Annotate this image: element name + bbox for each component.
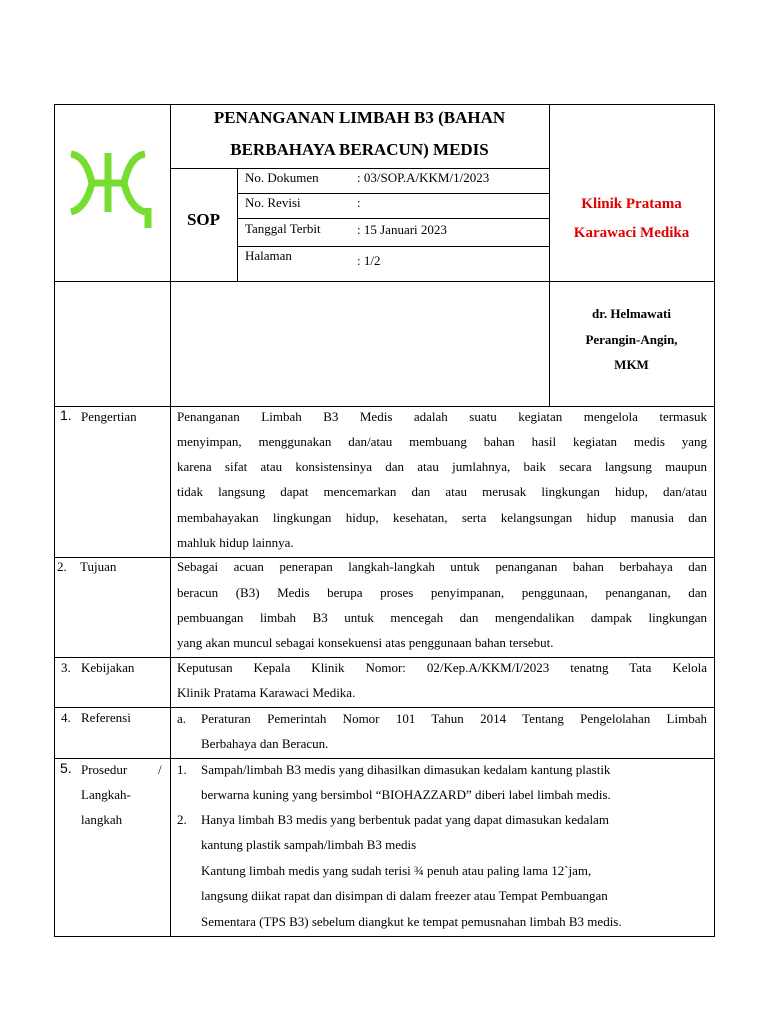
issue-date-label: Tanggal Terbit bbox=[245, 221, 321, 236]
paragraph-line: Penanganan Limbah B3 Medis adalah suatu kegiatan mengelola termasuk bbox=[177, 409, 707, 424]
paragraph-line: Peraturan Pemerintah Nomor 101 Tahun 2014 Tentang Pengelolahan Limbah bbox=[201, 711, 707, 726]
signatory-name-line1: dr. Helmawati bbox=[592, 306, 671, 321]
step-line: Sementara (TPS B3) sebelum diangkut ke tempat pemusnahan limbah B3 medis. bbox=[201, 914, 622, 929]
revision-value: : bbox=[357, 195, 361, 210]
paragraph-line: Keputusan Kepala Klinik Nomor: 02/Kep.A/KKM/I/2023 tenatng Tata Kelola bbox=[177, 660, 707, 675]
paragraph-line: yang akan muncul sebagai konsekuensi atas penggunaan bahan tersebut. bbox=[177, 635, 554, 650]
page-value: : 1/2 bbox=[357, 253, 381, 268]
signatory-title: MKM bbox=[614, 357, 649, 372]
issue-date-value: : 15 Januari 2023 bbox=[357, 222, 447, 237]
step-line: kantung plastik sampah/limbah B3 medis bbox=[201, 837, 417, 852]
section-number: 1. bbox=[60, 407, 72, 423]
step-line: berwarna kuning yang bersimbol “BIOHAZZARD” diberi label limbah medis. bbox=[201, 787, 611, 802]
paragraph-line: beracun (B3) Medis berupa proses penyimpanan, penggunaan, penanganan, dan bbox=[177, 585, 707, 600]
paragraph-line: membahayakan lingkungan hidup, kesehatan, serta kelangsungan hidup manusia dan bbox=[177, 510, 707, 525]
step-line: Hanya limbah B3 medis yang berbentuk padat yang dapat dimasukan kedalam bbox=[201, 812, 609, 827]
label-slash: / bbox=[158, 762, 162, 777]
paragraph-line: menyimpan, menggunakan dan/atau membuang bahan hasil kegiatan medis yang bbox=[177, 434, 707, 449]
section-label: Kebijakan bbox=[81, 660, 135, 675]
paragraph-line: mahluk hidup lainnya. bbox=[177, 535, 294, 550]
section-label: Tujuan bbox=[80, 559, 117, 574]
section-label: Langkah- bbox=[81, 787, 131, 802]
page-label: Halaman bbox=[245, 248, 292, 263]
document-title-line1: PENANGANAN LIMBAH B3 (BAHAN bbox=[213, 108, 506, 127]
section-label: Pengertian bbox=[81, 409, 137, 424]
signatory-name-line2: Perangin-Angin, bbox=[585, 332, 678, 347]
paragraph-line: Klinik Pratama Karawaci Medika. bbox=[177, 685, 356, 700]
document-title-line2: BERBAHAYA BERACUN) MEDIS bbox=[230, 140, 489, 159]
clinic-logo bbox=[68, 150, 158, 230]
section-number: 3. bbox=[61, 660, 71, 675]
step-line: langsung diikat rapat dan disimpan di dalam freezer atau Tempat Pembuangan bbox=[201, 888, 608, 903]
section-number: 2. bbox=[57, 559, 67, 574]
paragraph-line: tidak langsung dapat mencemarkan dan atau merusak lingkungan hidup, dan/atau bbox=[177, 484, 707, 499]
doc-number-value: : 03/SOP.A/KKM/1/2023 bbox=[357, 170, 490, 185]
clinic-name-line2: Karawaci Medika bbox=[573, 225, 690, 241]
section-label: Referensi bbox=[81, 710, 131, 725]
paragraph-line: pembuangan limbah B3 untuk mencegah dan mengendalikan dampak lingkungan bbox=[177, 610, 707, 625]
section-number: 4. bbox=[61, 710, 71, 725]
step-line: Sampah/limbah B3 medis yang dihasilkan dimasukan kedalam kantung plastik bbox=[201, 762, 611, 777]
clinic-name-line1: Klinik Pratama bbox=[581, 196, 682, 212]
step-line: Kantung limbah medis yang sudah terisi ¾ penuh atau paling lama 12`jam, bbox=[201, 863, 592, 878]
sop-label: SOP bbox=[186, 210, 221, 229]
revision-label: No. Revisi bbox=[245, 195, 301, 210]
step-marker: 2. bbox=[177, 812, 187, 827]
paragraph-line: Sebagai acuan penerapan langkah-langkah untuk penanganan bahan berbahaya dan bbox=[177, 559, 707, 574]
section-label: Prosedur bbox=[81, 762, 128, 777]
list-marker: a. bbox=[177, 711, 187, 726]
doc-number-label: No. Dokumen bbox=[245, 170, 319, 185]
paragraph-line: Berbahaya dan Beracun. bbox=[201, 736, 329, 751]
section-number: 5. bbox=[60, 760, 72, 776]
paragraph-line: karena sifat atau konsistensinya dan atau jumlahnya, baik secara langsung maupun bbox=[177, 459, 707, 474]
section-label: langkah bbox=[81, 812, 123, 827]
step-marker: 1. bbox=[177, 762, 187, 777]
